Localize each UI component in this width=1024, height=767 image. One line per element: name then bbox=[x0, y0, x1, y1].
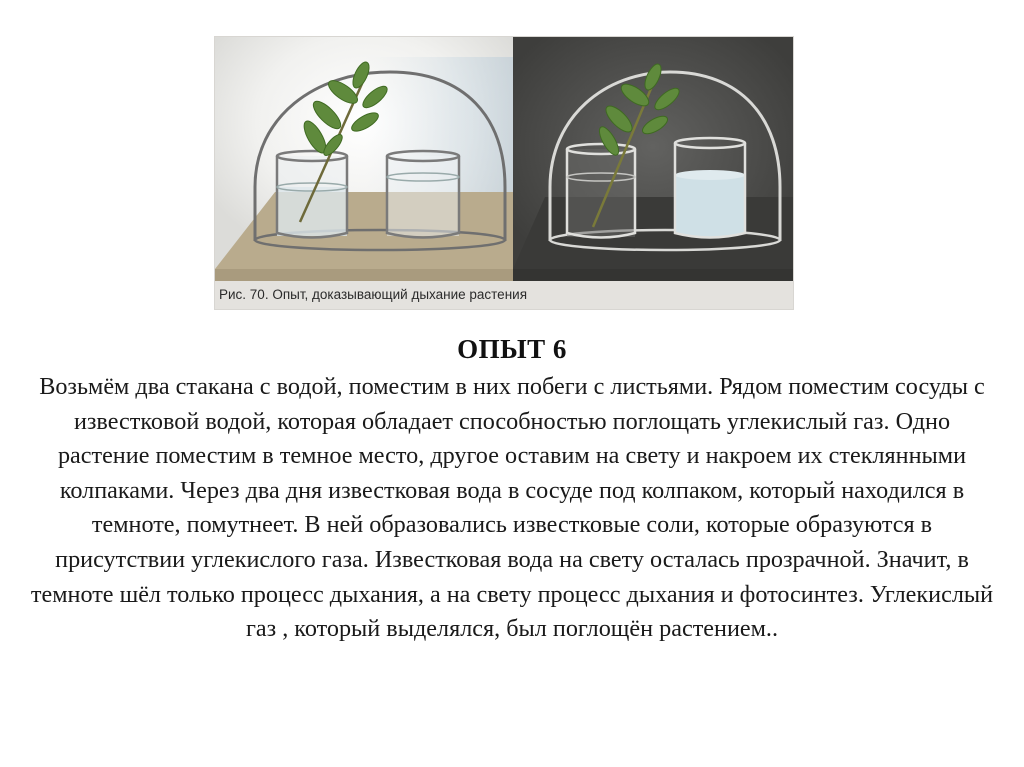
light-panel bbox=[215, 37, 513, 281]
dark-panel bbox=[513, 37, 793, 281]
experiment-description: Возьмём два стакана с водой, поместим в них побеги с листьями. Рядом поместим сосуды с известковой водой, которая обладает способностью поглощать углекислый газ. Одно растение поместим в темное место, другое оставим на свету и накроем их стеклянными колпаками. Через два дня известковая вода в сосуде под колпаком, который находился в темноте, помутнеет. В ней образовались известковые соли, которые образуются в присутствии углекислого газа. Известковая вода на свету осталась прозрачной. Значит, в темноте шёл только процесс дыхания, а на свету процесс дыхания и фотосинтез. Углекислый газ , который выделялся, был поглощён растением.. bbox=[30, 373, 994, 643]
experiment-title: ОПЫТ 6 bbox=[457, 334, 567, 364]
experiment-illustration bbox=[214, 36, 794, 310]
lime-water-beaker-light bbox=[387, 151, 459, 238]
illustration-svg bbox=[215, 37, 793, 281]
figure-caption: Рис. 70. Опыт, доказывающий дыхание растения bbox=[215, 281, 793, 309]
